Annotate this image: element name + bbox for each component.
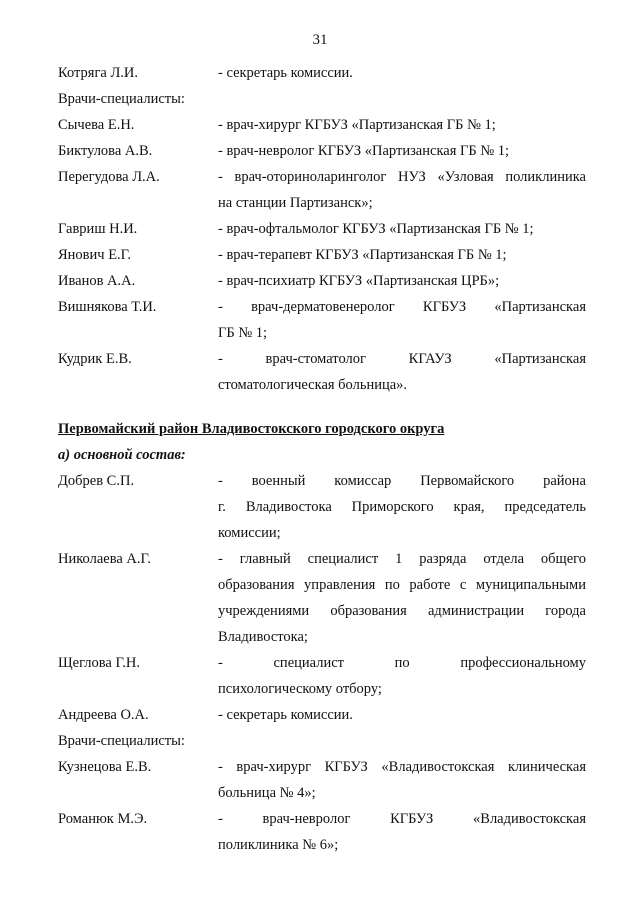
member-name: Кудрик Е.В. [58,351,132,367]
role-line: - врач-стоматолог КГАУЗ «Партизанская [218,351,586,367]
member-role [218,754,586,806]
role-line: образования управления по работе с муниципальными [218,577,586,593]
role-line: больница № 4»; [218,785,316,801]
member-role [218,268,586,294]
member-row [58,294,586,346]
member-role [218,242,586,268]
role-line: - секретарь комиссии. [218,707,353,723]
commission-list-pervomaysky [58,468,586,858]
member-row [58,702,586,728]
member-name: Котряга Л.И. [58,65,139,81]
role-line: - врач-психиатр КГБУЗ «Партизанская ЦРБ»; [218,273,500,289]
member-row [58,138,586,164]
role-line: - врач-хирург КГБУЗ «Партизанская ГБ № 1; [218,117,496,133]
role-line: - врач-хирург КГБУЗ «Владивостокская клиническая [218,759,586,775]
section-gap [58,398,586,416]
member-name: Николаева А.Г. [58,551,151,567]
section-subtitle: а) основной состав: [58,447,186,463]
role-line: - врач-невролог КГБУЗ «Владивостокская [218,811,586,827]
role-line: - врач-оториноларинголог НУЗ «Узловая поликлиника [218,169,586,185]
role-line: - секретарь комиссии. [218,65,353,81]
member-row [58,650,586,702]
role-line: комиссии; [218,525,281,541]
member-name: Вишнякова Т.И. [58,299,157,315]
member-role [218,164,586,216]
member-name: Кузнецова Е.В. [58,759,152,775]
role-line: г. Владивостока Приморского края, председатель [218,499,586,515]
member-role [218,112,586,138]
member-name: Иванов А.А. [58,273,136,289]
role-line: стоматологическая больница». [218,377,408,393]
member-name: Гавриш Н.И. [58,221,138,237]
member-row [58,60,586,86]
member-row [58,242,586,268]
member-name: Добрев С.П. [58,473,135,489]
member-name: Романюк М.Э. [58,811,148,827]
commission-list-partizansk [58,60,586,398]
member-row [58,112,586,138]
member-role [218,60,586,86]
role-line: - врач-дерматовенеролог КГБУЗ «Партизанская [218,299,586,315]
specialists-label: Врачи-специалисты: [58,91,185,107]
member-name: Щеглова Г.Н. [58,655,140,671]
member-name: Биктулова А.В. [58,143,153,159]
role-line: на станции Партизанск»; [218,195,373,211]
role-line: Владивостока; [218,629,308,645]
role-line: - главный специалист 1 разряда отдела общего [218,551,586,567]
member-role [218,138,586,164]
specialists-label: Врачи-специалисты: [58,733,185,749]
member-role [218,806,586,858]
member-role [218,702,586,728]
role-line: - специалист по профессиональному [218,655,586,671]
role-line: учреждениями образования администрации города [218,603,586,619]
role-line: психологическому отбору; [218,681,382,697]
member-row [58,268,586,294]
section-title: Первомайский район Владивостокского городского округа [58,421,445,437]
member-row [58,546,586,650]
member-row [58,216,586,242]
member-name: Янович Е.Г. [58,247,132,263]
member-name: Андреева О.А. [58,707,149,723]
member-row [58,806,586,858]
member-row [58,164,586,216]
role-line: - врач-невролог КГБУЗ «Партизанская ГБ № 1; [218,143,510,159]
member-role [218,294,586,346]
member-role [218,468,586,546]
member-row [58,754,586,806]
member-role [218,346,586,398]
role-line: ГБ № 1; [218,325,268,341]
member-name: Сычева Е.Н. [58,117,135,133]
document-content [58,60,586,858]
member-name: Перегудова Л.А. [58,169,160,185]
role-line: - врач-терапевт КГБУЗ «Партизанская ГБ № 1; [218,247,507,263]
member-row [58,468,586,546]
role-line: поликлиника № 6»; [218,837,339,853]
page-number: 31 [312,32,328,48]
role-line: - врач-офтальмолог КГБУЗ «Партизанская ГБ № 1; [218,221,534,237]
member-row [58,346,586,398]
member-role [218,546,586,650]
member-role [218,650,586,702]
role-line: - военный комиссар Первомайского района [218,473,586,489]
member-role [218,216,586,242]
